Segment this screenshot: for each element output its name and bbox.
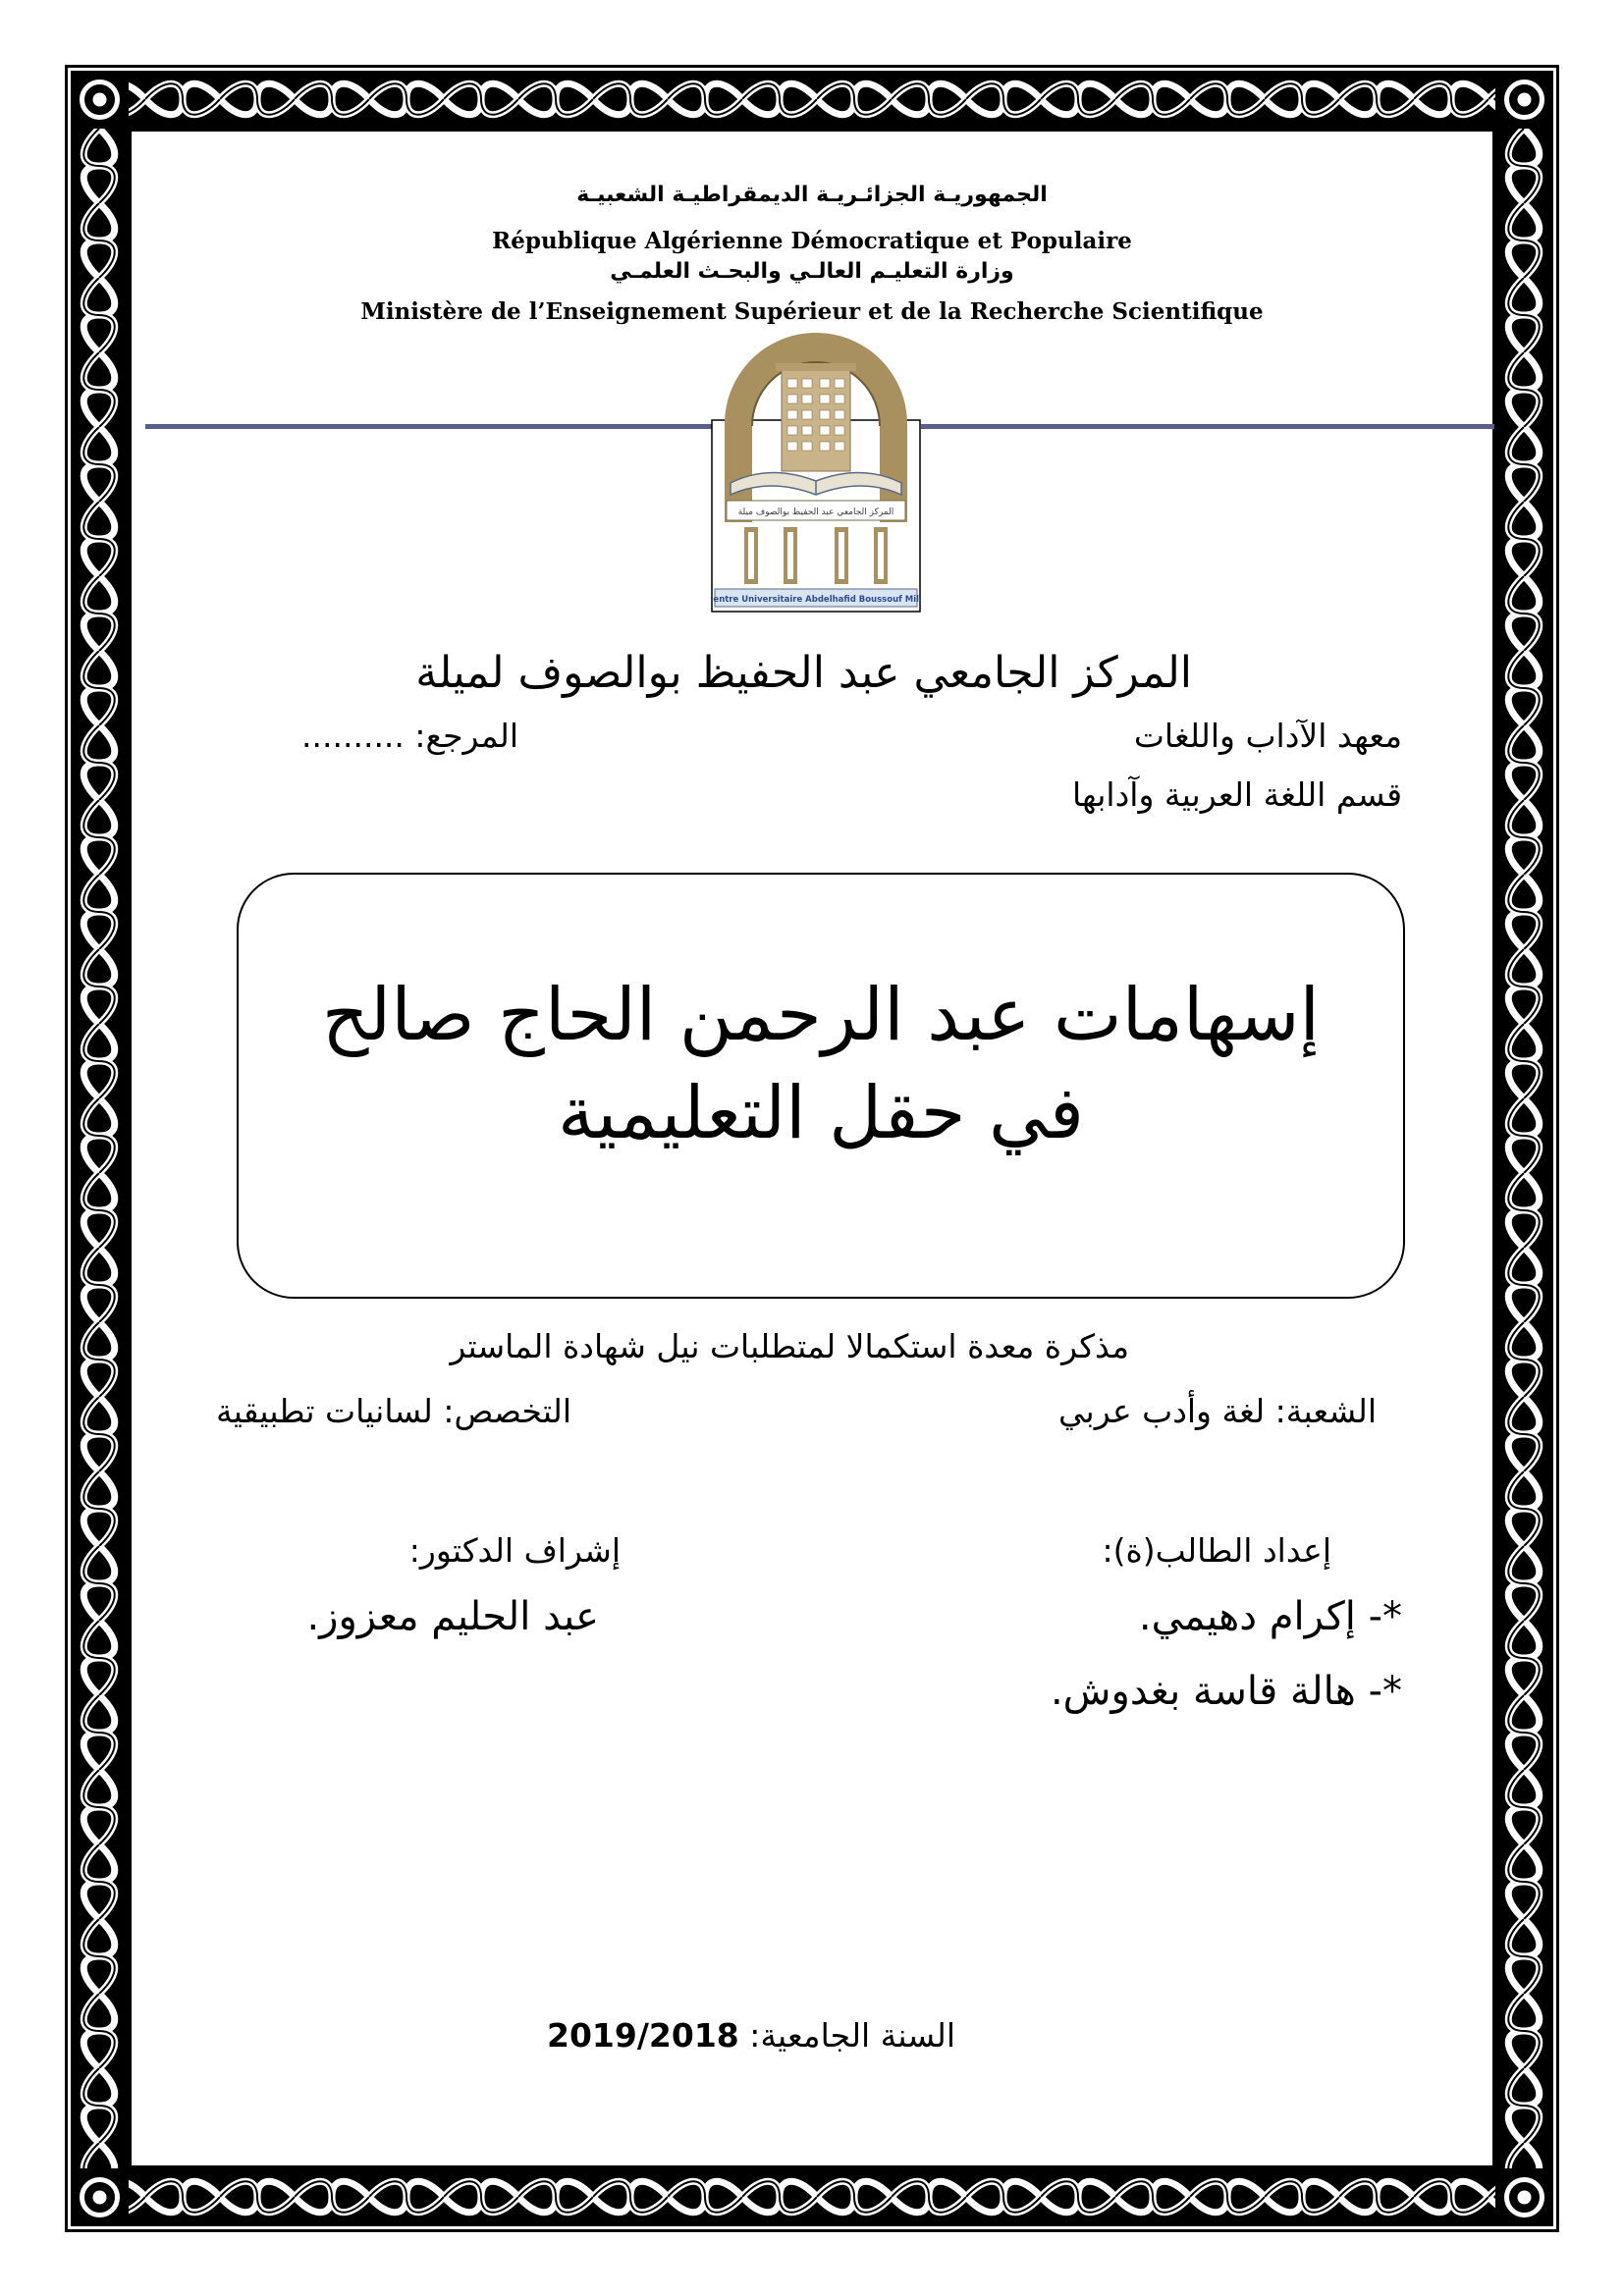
academic-year-label: السنة الجامعية: bbox=[738, 2016, 955, 2055]
supervisor-label: إشراف الدكتور: bbox=[408, 1531, 621, 1570]
title-line-2: في حقل التعليمية bbox=[557, 1071, 1085, 1155]
title-box bbox=[237, 873, 1405, 1299]
republic-arabic: الجمهوريـة الجزائـريـة الديمقراطيـة الشعبيـة bbox=[576, 183, 1048, 207]
corner-ornament-bottom-right bbox=[1495, 2168, 1553, 2226]
student-name-1: *- إكرام دهيمي. bbox=[1138, 1594, 1402, 1639]
frame-band-bottom bbox=[71, 2168, 1553, 2226]
logo-caption: Centre Universitaire Abdelhafid Boussouf Mila bbox=[711, 595, 921, 605]
header-rule-left bbox=[145, 424, 713, 429]
prepared-by-label: إعداد الطالب(ة): bbox=[1102, 1531, 1331, 1570]
memo-statement: مذكرة معدة استكمالا لمتطلبات نيل شهادة الماستر bbox=[450, 1327, 1129, 1365]
frame-band-top bbox=[71, 71, 1553, 129]
institution-name: المركز الجامعي عبد الحفيظ بوالصوف لميلة bbox=[415, 648, 1192, 698]
specialization: التخصص: لسانيات تطبيقية bbox=[216, 1392, 571, 1430]
republic-french: République Algérienne Démocratique et Populaire bbox=[492, 228, 1132, 254]
institute-name: معهد الآداب واللغات bbox=[1133, 717, 1402, 755]
university-logo bbox=[711, 326, 921, 613]
supervisor-name: عبد الحليم معزوز. bbox=[306, 1594, 599, 1639]
university-logo-icon bbox=[711, 326, 921, 613]
frame-band-right bbox=[1495, 129, 1553, 2168]
department-name: قسم اللغة العربية وآدابها bbox=[1071, 775, 1402, 814]
header-rule-right bbox=[921, 424, 1494, 429]
frame-band-left bbox=[71, 129, 129, 2168]
corner-ornament-bottom-left bbox=[71, 2168, 129, 2226]
logo-seal-text: المركز الجامعي عبد الحفيظ بوالصوف ميلة bbox=[737, 507, 894, 517]
field-of-study: الشعبة: لغة وأدب عربي bbox=[1058, 1392, 1377, 1430]
student-name-2: *- هالة قاسة بغدوش. bbox=[1050, 1669, 1402, 1714]
academic-year bbox=[511, 2016, 992, 2055]
reference-number: المرجع: .......... bbox=[301, 717, 518, 755]
corner-ornament-top-right bbox=[1495, 71, 1553, 129]
title-line-1: إسهامات عبد الرحمن الحاج صالح bbox=[321, 973, 1321, 1057]
academic-year-value: 2019/2018 bbox=[547, 2016, 739, 2055]
corner-ornament-top-left bbox=[71, 71, 129, 129]
ministry-french: Ministère de l’Enseignement Supérieur et de la Recherche Scientifique bbox=[360, 298, 1264, 325]
ministry-arabic: وزارة التعليـم العالـي والبحـث العلمـي bbox=[610, 259, 1014, 284]
